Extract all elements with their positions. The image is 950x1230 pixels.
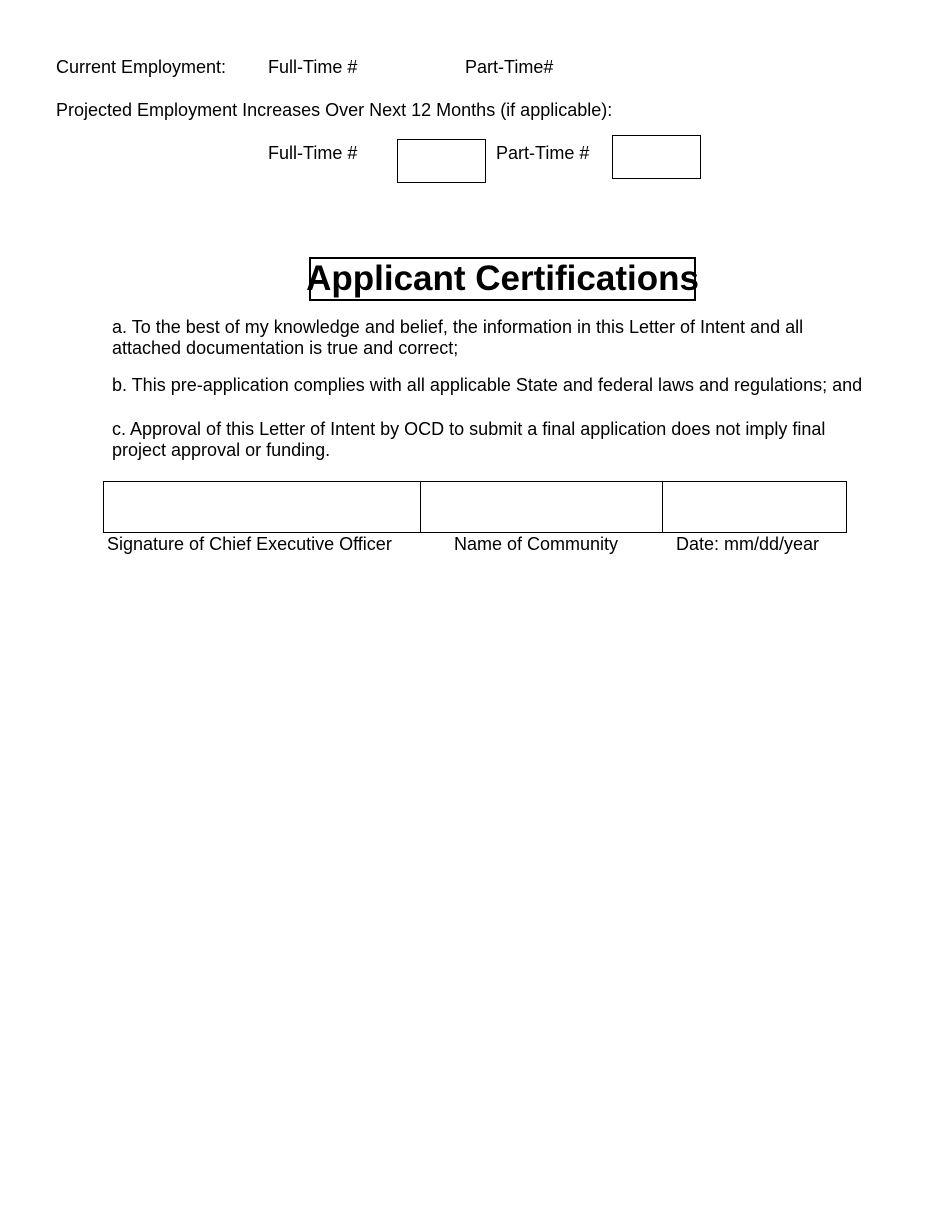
certifications-title-box [306,257,699,301]
projected-employment-label: Projected Employment Increases Over Next 12 Months (if applicable): [56,100,613,120]
projected-parttime-label: Part-Time # [496,143,590,163]
ceo-signature-label: Signature of Chief Executive Officer [107,534,392,554]
community-name-label: Name of Community [454,534,619,554]
current-fulltime-label: Full-Time # [268,57,358,77]
projected-fulltime-field[interactable] [397,139,486,183]
current-employment-label: Current Employment: [56,57,227,77]
date-label: Date: mm/dd/year [676,534,820,554]
certifications-title: Applicant Certifications [306,259,699,298]
community-name-field[interactable] [420,482,662,532]
projected-fulltime-label: Full-Time # [268,143,358,163]
projected-parttime-field[interactable] [612,135,701,179]
certification-item-b: b. This pre-application complies with all applicable State and federal laws and regulations; and [112,375,863,395]
certification-item-c: c. Approval of this Letter of Intent by OCD to submit a final application does not imply final project approval or funding. [112,419,826,460]
ceo-signature-field[interactable] [104,482,420,532]
certification-item-a: a. To the best of my knowledge and belief, the information in this Letter of Intent and all attached documentation is true and correct; [112,317,804,358]
current-parttime-label: Part-Time# [465,57,554,77]
signature-table [103,481,847,533]
date-field[interactable] [662,482,846,532]
